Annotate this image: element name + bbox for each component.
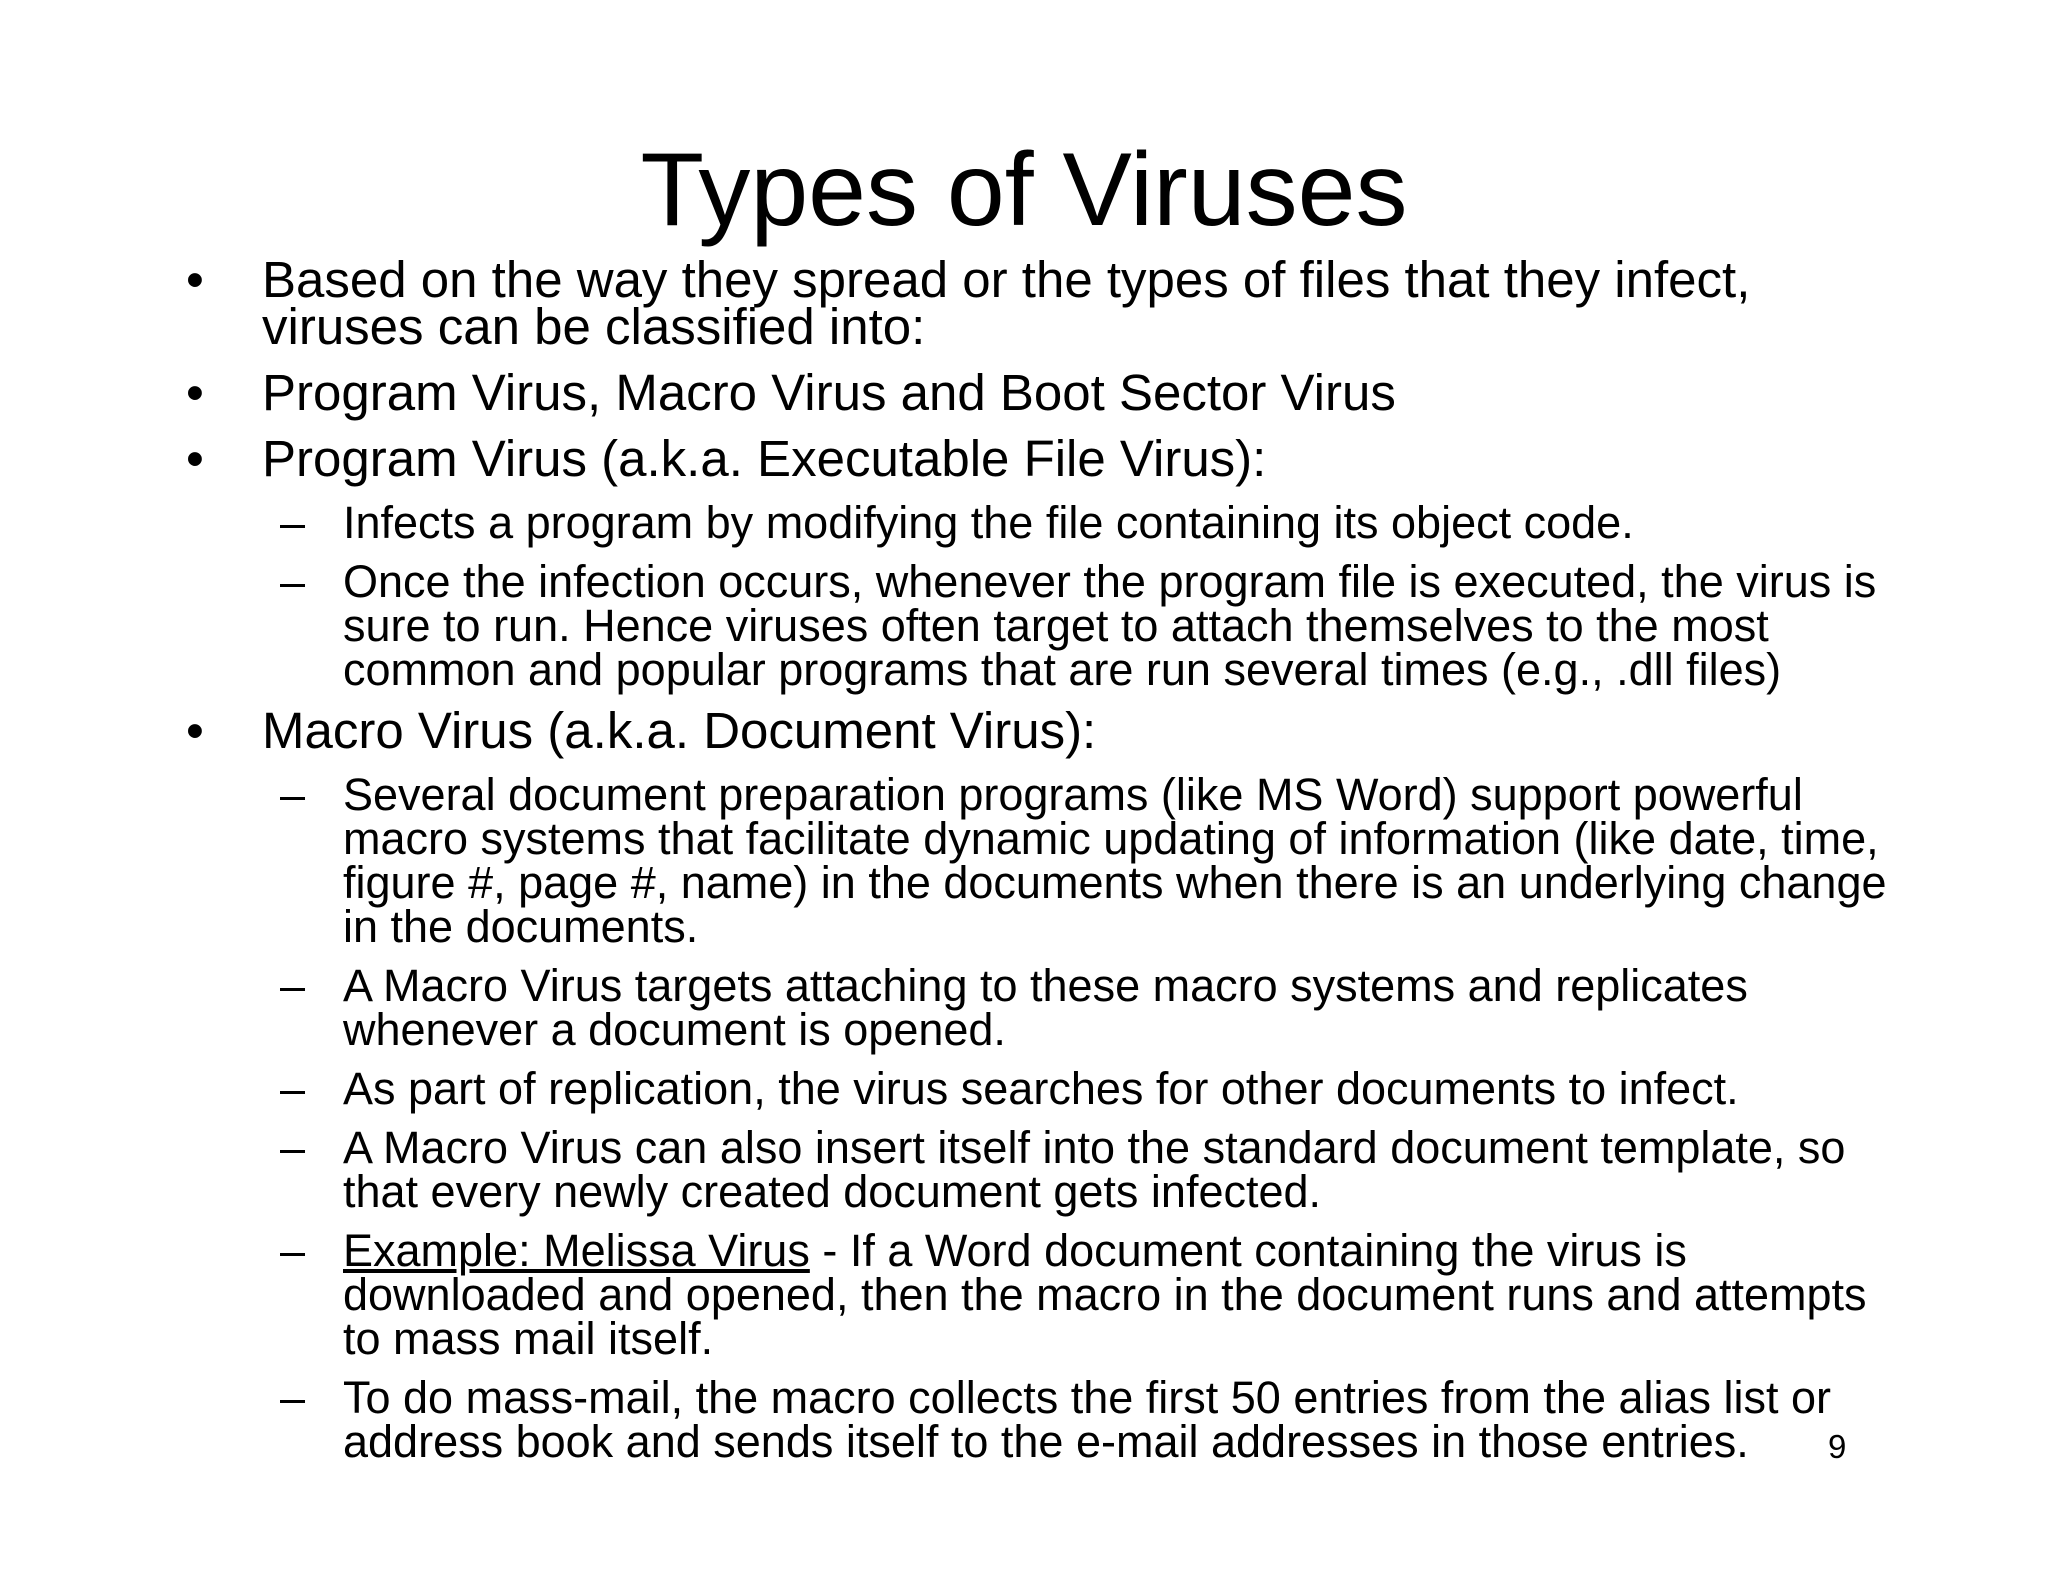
slide-content [0,251,2048,1479]
page-number: 9 [1828,1428,1847,1465]
sub-bullet-item [0,1372,1913,1467]
sub-bullet-text: To do mass-mail, the macro collects the first 50 entries from the alias list or address book and sends itself to the e-mail addresses in those entries. [343,1372,1832,1467]
sub-bullet-item-example [0,1225,1913,1364]
bullet-text: Program Virus, Macro Virus and Boot Sector Virus [262,364,1396,421]
bullet-item [0,364,1862,421]
bullet-item [0,702,1862,759]
dash-icon: – [280,1063,306,1114]
dash-icon: – [280,1372,306,1423]
sub-bullet-item [0,769,1913,952]
bullet-item [0,430,1862,487]
dash-icon: – [280,556,306,607]
bullet-icon: • [186,430,204,487]
example-label: Example: Melissa Virus [343,1225,810,1276]
bullet-item [0,251,1862,355]
bullet-icon: • [186,364,204,421]
sub-bullet-item [0,1063,1913,1114]
sub-bullet-item [0,1122,1913,1217]
sub-bullet-text: Once the infection occurs, whenever the program file is executed, the virus is sure to run. Hence viruses often target to attach themselves to the most common and popular programs that are run several times (e.g., .dll files) [343,556,1877,695]
bullet-icon: • [186,251,204,308]
sub-bullet-text: Infects a program by modifying the file containing its object code. [343,497,1634,548]
sub-bullet-item [0,960,1913,1055]
sub-bullet-text: As part of replication, the virus searches for other documents to infect. [343,1063,1739,1114]
sub-bullet-item [0,497,1913,548]
sub-bullet-text: A Macro Virus targets attaching to these macro systems and replicates whenever a document is opened. [343,960,1748,1055]
example-text: - If a Word document containing the virus is downloaded and opened, then the macro in the document runs and attempts to mass mail itself. [343,1225,1867,1364]
bullet-text: Based on the way they spread or the types of files that they infect, viruses can be classified into: [262,251,1751,355]
sub-bullet-text: A Macro Virus can also insert itself into the standard document template, so that every newly created document gets infected. [343,1122,1846,1217]
sub-bullet-item [0,556,1913,695]
bullet-text: Program Virus (a.k.a. Executable File Virus): [262,430,1267,487]
slide-title: Types of Viruses [640,132,1408,248]
bullet-text: Macro Virus (a.k.a. Document Virus): [262,702,1097,759]
dash-icon: – [280,1122,306,1173]
dash-icon: – [280,960,306,1011]
dash-icon: – [280,1225,306,1276]
sub-bullet-text: Several document preparation programs (like MS Word) support powerful macro systems that facilitate dynamic updating of information (like date, time, figure #, page #, name) in the documents when there is an underlying change in the documents. [343,769,1887,952]
bullet-icon: • [186,702,204,759]
dash-icon: – [280,497,306,548]
dash-icon: – [280,769,306,820]
